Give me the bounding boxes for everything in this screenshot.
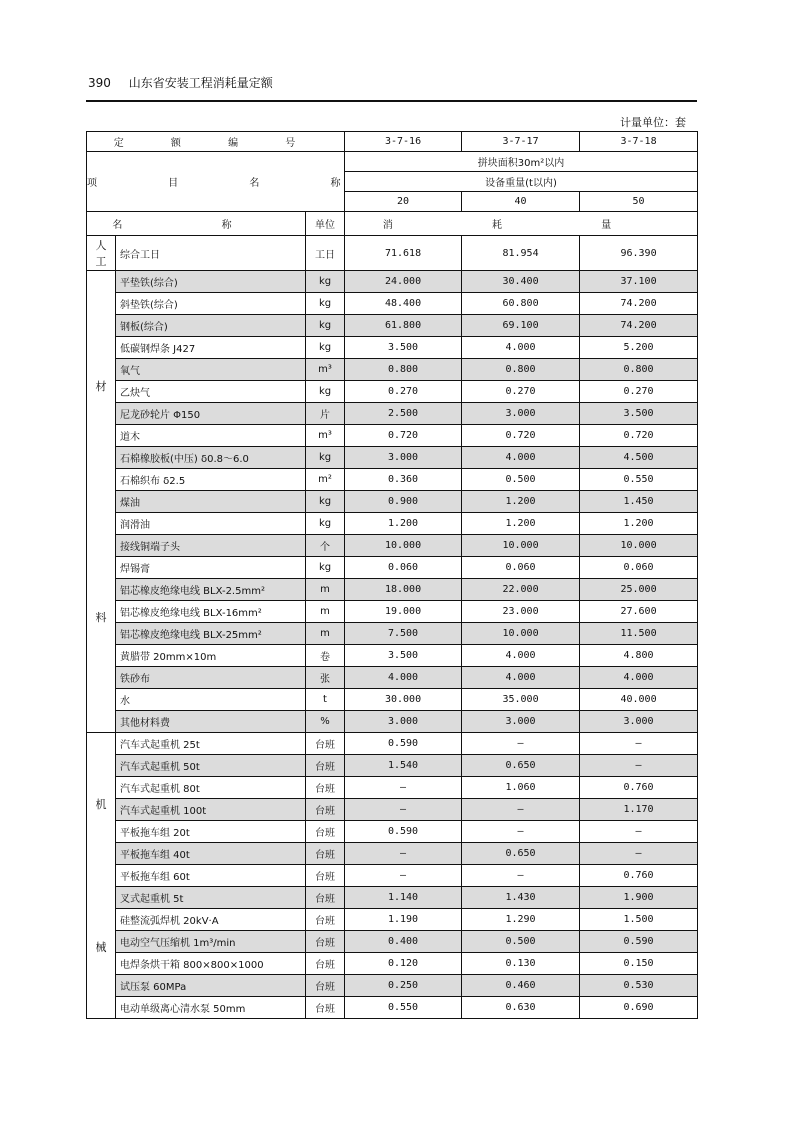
category-machinery: 机 械	[87, 733, 116, 1019]
row-unit: m	[306, 623, 345, 645]
quota-code-label: 定 额 编 号	[87, 132, 345, 152]
row-value: 5.200	[580, 337, 698, 359]
row-value: 96.390	[580, 236, 698, 271]
row-name: 水	[116, 689, 306, 711]
row-value: 0.760	[580, 865, 698, 887]
table-row	[87, 667, 698, 689]
row-value: 0.400	[345, 931, 462, 953]
row-value: 48.400	[345, 293, 462, 315]
row-unit: 台班	[306, 975, 345, 997]
table-row	[87, 271, 698, 293]
materials-section	[87, 271, 698, 733]
row-value: 10.000	[462, 535, 580, 557]
row-value: 27.600	[580, 601, 698, 623]
row-value: 37.100	[580, 271, 698, 293]
category-labor: 人 工	[87, 236, 116, 271]
row-value: 18.000	[345, 579, 462, 601]
row-name: 尼龙砂轮片 Φ150	[116, 403, 306, 425]
row-name: 叉式起重机 5t	[116, 887, 306, 909]
row-name: 乙炔气	[116, 381, 306, 403]
table-row	[87, 733, 698, 755]
row-value: 0.800	[580, 359, 698, 381]
row-unit: 台班	[306, 821, 345, 843]
row-value: —	[345, 865, 462, 887]
row-unit: 台班	[306, 953, 345, 975]
row-name: 平板拖车组 60t	[116, 865, 306, 887]
row-value: 0.270	[580, 381, 698, 403]
table-row	[87, 337, 698, 359]
row-value: 11.500	[580, 623, 698, 645]
row-value: 4.000	[462, 447, 580, 469]
row-value: 1.140	[345, 887, 462, 909]
row-unit: 台班	[306, 997, 345, 1019]
row-unit: 台班	[306, 843, 345, 865]
table-row	[87, 931, 698, 953]
row-value: 74.200	[580, 315, 698, 337]
row-name: 斜垫铁(综合)	[116, 293, 306, 315]
row-value: 1.170	[580, 799, 698, 821]
table-row	[87, 909, 698, 931]
table-row	[87, 821, 698, 843]
row-name: 其他材料费	[116, 711, 306, 733]
row-value: 0.530	[580, 975, 698, 997]
row-value: 3.000	[345, 447, 462, 469]
row-value: 4.500	[580, 447, 698, 469]
row-unit: 台班	[306, 733, 345, 755]
table-row	[87, 975, 698, 997]
row-unit: 个	[306, 535, 345, 557]
table-row	[87, 381, 698, 403]
row-value: 1.430	[462, 887, 580, 909]
row-value: 1.450	[580, 491, 698, 513]
row-value: 25.000	[580, 579, 698, 601]
row-name: 焊锡膏	[116, 557, 306, 579]
row-value: 19.000	[345, 601, 462, 623]
row-unit: m³	[306, 359, 345, 381]
row-value: —	[345, 777, 462, 799]
row-value: —	[462, 733, 580, 755]
table-row	[87, 425, 698, 447]
row-name: 综合工日	[116, 236, 306, 271]
row-value: 61.800	[345, 315, 462, 337]
row-value: 0.060	[462, 557, 580, 579]
row-name: 道木	[116, 425, 306, 447]
row-value: 4.000	[462, 645, 580, 667]
row-name: 铝芯橡皮绝缘电线 BLX-2.5mm²	[116, 579, 306, 601]
row-name: 硅整流弧焊机 20kV·A	[116, 909, 306, 931]
column-consumption-header: 消 耗 量	[345, 212, 698, 236]
row-unit: 台班	[306, 931, 345, 953]
row-value: 0.650	[462, 843, 580, 865]
row-value: 0.500	[462, 469, 580, 491]
row-value: —	[462, 865, 580, 887]
row-value: 24.000	[345, 271, 462, 293]
row-value: 0.360	[345, 469, 462, 491]
row-value: 0.250	[345, 975, 462, 997]
row-value: 0.650	[462, 755, 580, 777]
table-row	[87, 513, 698, 535]
row-value: 0.550	[580, 469, 698, 491]
row-value: 0.270	[345, 381, 462, 403]
table-row	[87, 645, 698, 667]
row-value: 10.000	[345, 535, 462, 557]
row-value: 3.500	[580, 403, 698, 425]
row-name: 石棉橡胶板(中压) δ0.8～6.0	[116, 447, 306, 469]
row-value: 0.270	[462, 381, 580, 403]
table-row	[87, 777, 698, 799]
row-value: 0.060	[580, 557, 698, 579]
table-row	[87, 887, 698, 909]
row-value: 7.500	[345, 623, 462, 645]
row-value: 1.200	[580, 513, 698, 535]
row-value: 0.590	[580, 931, 698, 953]
table-row	[87, 601, 698, 623]
row-unit: kg	[306, 491, 345, 513]
table-row	[87, 865, 698, 887]
row-value: —	[345, 799, 462, 821]
table-row	[87, 711, 698, 733]
row-unit: kg	[306, 271, 345, 293]
row-name: 平板拖车组 40t	[116, 843, 306, 865]
table-row	[87, 755, 698, 777]
row-unit: 台班	[306, 799, 345, 821]
table-row	[87, 689, 698, 711]
row-name: 煤油	[116, 491, 306, 513]
row-value: 4.000	[462, 337, 580, 359]
row-value: —	[345, 843, 462, 865]
row-value: —	[580, 733, 698, 755]
row-name: 试压泵 60MPa	[116, 975, 306, 997]
row-unit: kg	[306, 293, 345, 315]
row-name: 电动单级离心清水泵 50mm	[116, 997, 306, 1019]
row-value: 10.000	[580, 535, 698, 557]
row-value: —	[580, 843, 698, 865]
row-unit: kg	[306, 315, 345, 337]
row-value: 0.630	[462, 997, 580, 1019]
row-value: 0.900	[345, 491, 462, 513]
weight-value: 20	[345, 192, 462, 212]
row-value: 22.000	[462, 579, 580, 601]
row-value: 0.590	[345, 821, 462, 843]
row-unit: kg	[306, 513, 345, 535]
row-name: 铝芯橡皮绝缘电线 BLX-16mm²	[116, 601, 306, 623]
row-value: 23.000	[462, 601, 580, 623]
row-value: 71.618	[345, 236, 462, 271]
row-value: 0.130	[462, 953, 580, 975]
row-value: 0.800	[345, 359, 462, 381]
row-value: 0.690	[580, 997, 698, 1019]
row-name: 平垫铁(综合)	[116, 271, 306, 293]
row-value: 60.800	[462, 293, 580, 315]
header-rule	[86, 100, 697, 102]
unit-label: 计量单位：套	[620, 116, 686, 129]
row-value: —	[580, 755, 698, 777]
row-value: 69.100	[462, 315, 580, 337]
condition-area: 拼块面积30m²以内	[345, 152, 698, 172]
row-unit: kg	[306, 557, 345, 579]
row-unit: m³	[306, 425, 345, 447]
row-name: 电动空气压缩机 1m³/min	[116, 931, 306, 953]
row-value: 30.000	[345, 689, 462, 711]
row-value: 0.460	[462, 975, 580, 997]
row-value: 30.400	[462, 271, 580, 293]
row-unit: 台班	[306, 755, 345, 777]
quota-code: 3-7-16	[345, 132, 462, 152]
weight-value: 50	[580, 192, 698, 212]
row-value: 0.800	[462, 359, 580, 381]
row-value: 3.000	[462, 403, 580, 425]
row-value: 3.000	[345, 711, 462, 733]
row-value: 4.000	[462, 667, 580, 689]
condition-weight: 设备重量(t以内)	[345, 172, 698, 192]
category-materials: 材 料	[87, 271, 116, 733]
row-unit: 台班	[306, 777, 345, 799]
row-value: 1.900	[580, 887, 698, 909]
row-name: 接线铜端子头	[116, 535, 306, 557]
table-row	[87, 491, 698, 513]
row-unit: m	[306, 579, 345, 601]
table-row	[87, 557, 698, 579]
row-value: 0.720	[462, 425, 580, 447]
row-value: 4.800	[580, 645, 698, 667]
row-value: 4.000	[345, 667, 462, 689]
row-value: 0.720	[345, 425, 462, 447]
row-unit: kg	[306, 447, 345, 469]
row-value: 0.120	[345, 953, 462, 975]
row-name: 润滑油	[116, 513, 306, 535]
table-row	[87, 997, 698, 1019]
table-row	[87, 843, 698, 865]
row-value: 0.590	[345, 733, 462, 755]
table-row	[87, 403, 698, 425]
table-row	[87, 469, 698, 491]
row-value: 0.150	[580, 953, 698, 975]
row-name: 低碳钢焊条 J427	[116, 337, 306, 359]
row-value: 1.290	[462, 909, 580, 931]
item-name-label: 项 目 名 称	[87, 152, 345, 212]
row-unit: m	[306, 601, 345, 623]
row-value: 74.200	[580, 293, 698, 315]
row-unit: 台班	[306, 865, 345, 887]
row-value: 0.500	[462, 931, 580, 953]
table-row	[87, 447, 698, 469]
row-name: 铁砂布	[116, 667, 306, 689]
row-value: 0.060	[345, 557, 462, 579]
row-unit: 台班	[306, 887, 345, 909]
row-name: 汽车式起重机 25t	[116, 733, 306, 755]
row-unit: kg	[306, 381, 345, 403]
table-row	[87, 236, 698, 271]
row-value: 35.000	[462, 689, 580, 711]
row-value: 0.550	[345, 997, 462, 1019]
quota-code: 3-7-18	[580, 132, 698, 152]
book-title: 山东省安装工程消耗量定额	[128, 76, 273, 90]
row-unit: m²	[306, 469, 345, 491]
row-name: 平板拖车组 20t	[116, 821, 306, 843]
row-value: —	[462, 821, 580, 843]
row-name: 电焊条烘干箱 800×800×1000	[116, 953, 306, 975]
row-name: 氧气	[116, 359, 306, 381]
row-unit: %	[306, 711, 345, 733]
row-value: 1.500	[580, 909, 698, 931]
column-name-header: 名 称	[87, 212, 306, 236]
row-value: 1.190	[345, 909, 462, 931]
row-name: 汽车式起重机 50t	[116, 755, 306, 777]
table-row	[87, 315, 698, 337]
row-value: 0.720	[580, 425, 698, 447]
page-number: 390	[88, 76, 111, 90]
row-name: 铝芯橡皮绝缘电线 BLX-25mm²	[116, 623, 306, 645]
table-row	[87, 359, 698, 381]
table-row	[87, 953, 698, 975]
row-unit: t	[306, 689, 345, 711]
row-value: 3.500	[345, 337, 462, 359]
column-unit-header: 单位	[306, 212, 345, 236]
row-name: 黄腊带 20mm×10m	[116, 645, 306, 667]
row-name: 石棉织布 δ2.5	[116, 469, 306, 491]
page-header	[88, 74, 273, 91]
row-unit: 工日	[306, 236, 345, 271]
row-unit: kg	[306, 337, 345, 359]
machinery-section	[87, 733, 698, 1019]
table-row	[87, 799, 698, 821]
row-name: 汽车式起重机 100t	[116, 799, 306, 821]
row-value: 1.200	[462, 491, 580, 513]
row-unit: 片	[306, 403, 345, 425]
row-value: 10.000	[462, 623, 580, 645]
row-name: 钢板(综合)	[116, 315, 306, 337]
row-unit: 卷	[306, 645, 345, 667]
quota-code: 3-7-17	[462, 132, 580, 152]
table-row	[87, 293, 698, 315]
row-value: 81.954	[462, 236, 580, 271]
row-name: 汽车式起重机 80t	[116, 777, 306, 799]
row-value: 1.060	[462, 777, 580, 799]
row-value: 3.500	[345, 645, 462, 667]
row-value: 3.000	[462, 711, 580, 733]
table-row	[87, 623, 698, 645]
row-unit: 台班	[306, 909, 345, 931]
table-row	[87, 535, 698, 557]
row-value: 3.000	[580, 711, 698, 733]
row-value: 40.000	[580, 689, 698, 711]
row-value: 1.200	[462, 513, 580, 535]
quota-table	[86, 131, 698, 1019]
row-value: 2.500	[345, 403, 462, 425]
weight-value: 40	[462, 192, 580, 212]
row-unit: 张	[306, 667, 345, 689]
row-value: —	[580, 821, 698, 843]
row-value: 1.200	[345, 513, 462, 535]
row-value: 4.000	[580, 667, 698, 689]
row-value: 1.540	[345, 755, 462, 777]
row-value: —	[462, 799, 580, 821]
row-value: 0.760	[580, 777, 698, 799]
table-row	[87, 579, 698, 601]
